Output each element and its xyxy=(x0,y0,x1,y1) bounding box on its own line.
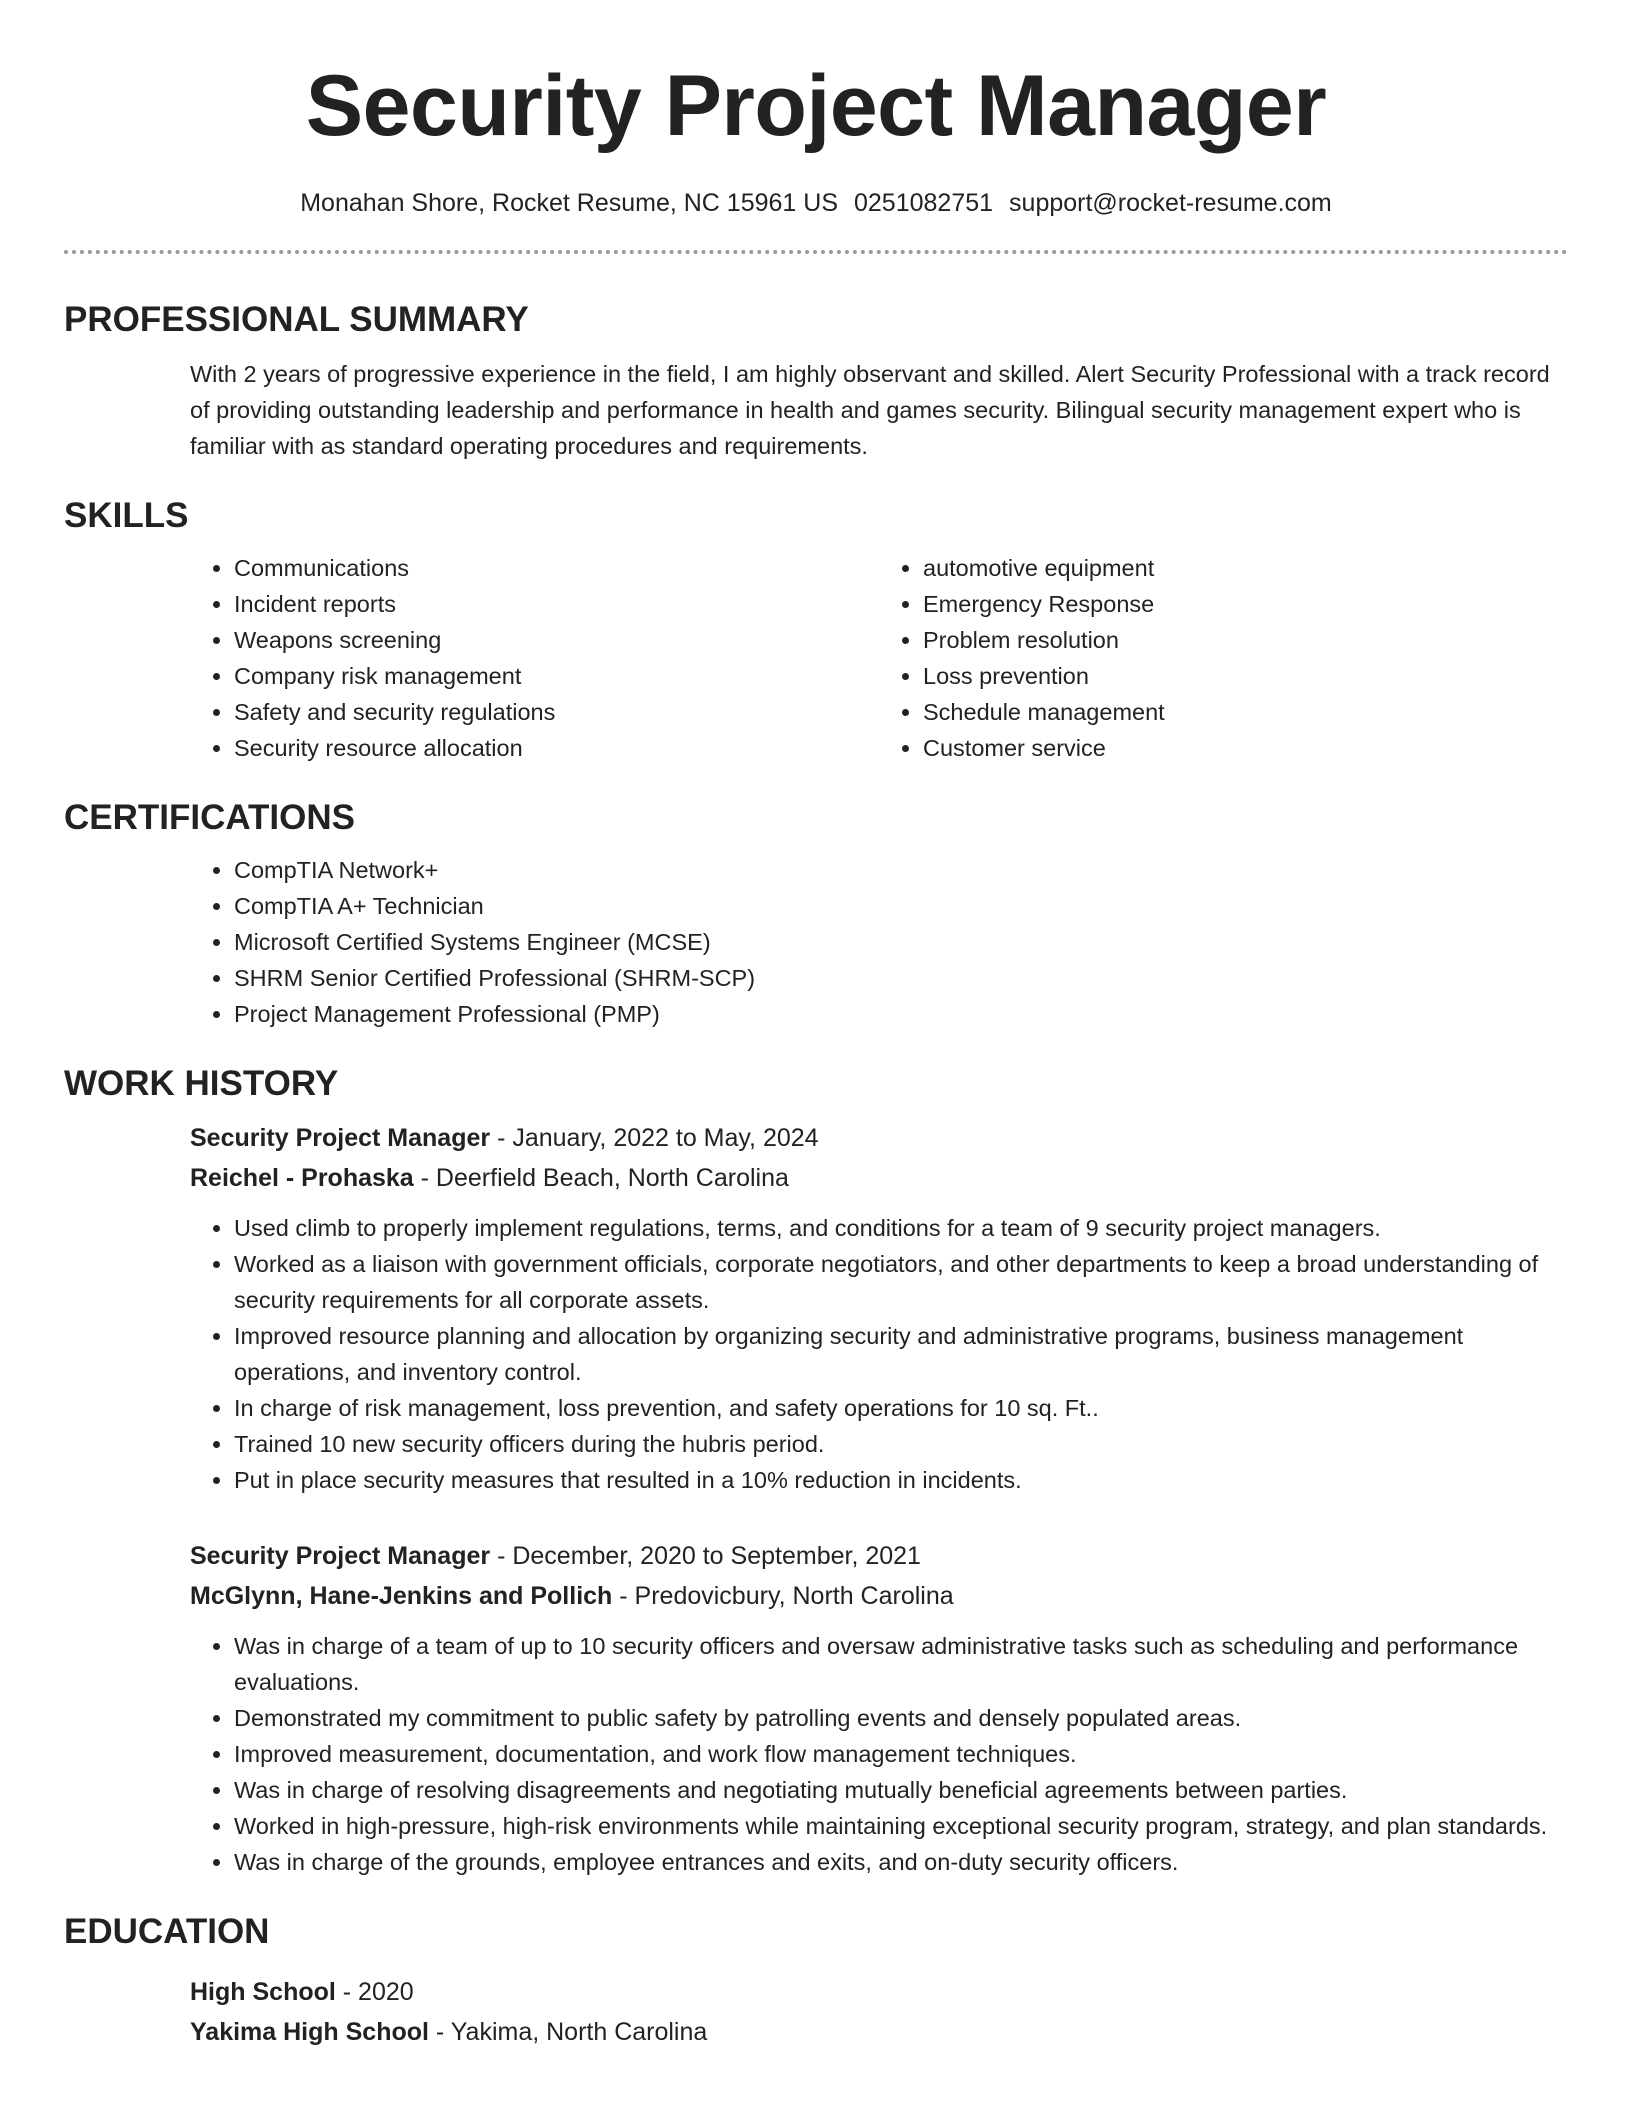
job-title: Security Project Manager xyxy=(190,1542,491,1570)
job-bullets xyxy=(190,1628,1568,1880)
skill-item: • Emergency Response xyxy=(923,586,1568,622)
skill-item: • Communications xyxy=(234,550,879,586)
candidate-name: Security Project Manager xyxy=(305,58,1327,154)
job-bullet: • Was in charge of a team of up to 10 security officers and oversaw administrative tasks such as scheduling and performance evaluations. xyxy=(234,1628,1568,1700)
skill-item: • Loss prevention xyxy=(923,658,1568,694)
education-entry xyxy=(190,1972,1568,2052)
job-bullet: • Worked in high-pressure, high-risk environments while maintaining exceptional security program, strategy, and plan standards. xyxy=(234,1808,1568,1844)
job-entry xyxy=(190,1118,1568,1498)
job-company: McGlynn, Hane-Jenkins and Pollich xyxy=(190,1582,613,1610)
education-heading: EDUCATION xyxy=(64,1912,270,1951)
education-school: Yakima High School xyxy=(190,2018,429,2046)
job-dates: - January, 2022 to May, 2024 xyxy=(490,1124,819,1152)
education-year: - 2020 xyxy=(335,1978,414,2006)
job-spacer xyxy=(64,1498,1568,1536)
job-bullet: • Put in place security measures that resulted in a 10% reduction in incidents. xyxy=(234,1462,1568,1498)
skill-item: • automotive equipment xyxy=(923,550,1568,586)
certification-item: • Microsoft Certified Systems Engineer (MCSE) xyxy=(234,924,1568,960)
skill-item: • Customer service xyxy=(923,730,1568,766)
work-history-heading: WORK HISTORY xyxy=(64,1064,339,1103)
summary-heading: PROFESSIONAL SUMMARY xyxy=(64,300,529,339)
skill-item: • Weapons screening xyxy=(234,622,879,658)
skill-item: • Incident reports xyxy=(234,586,879,622)
certifications-heading: CERTIFICATIONS xyxy=(64,798,356,837)
job-location: - Predovicbury, North Carolina xyxy=(612,1582,954,1610)
certification-item: • CompTIA A+ Technician xyxy=(234,888,1568,924)
contact-phone: 0251082751 xyxy=(854,189,994,217)
skills-heading: SKILLS xyxy=(64,496,189,535)
job-dates: - December, 2020 to September, 2021 xyxy=(490,1542,921,1570)
skills-columns xyxy=(190,550,1568,766)
education-school-line xyxy=(190,2012,1568,2052)
education-location: - Yakima, North Carolina xyxy=(428,2018,708,2046)
skill-item: • Problem resolution xyxy=(923,622,1568,658)
job-title-line xyxy=(190,1536,1568,1576)
certification-item: • Project Management Professional (PMP) xyxy=(234,996,1568,1032)
job-bullet: • Used climb to properly implement regulations, terms, and conditions for a team of 9 security project managers. xyxy=(234,1210,1568,1246)
job-bullets xyxy=(190,1210,1568,1498)
job-company-line xyxy=(190,1158,1568,1198)
job-entry xyxy=(190,1536,1568,1880)
contact-email: support@rocket-resume.com xyxy=(1009,189,1332,217)
certifications-list xyxy=(190,852,1568,1032)
work-history-section xyxy=(64,1062,1568,1880)
education-section xyxy=(64,1910,1568,2052)
job-bullet: • Improved measurement, documentation, and work flow management techniques. xyxy=(234,1736,1568,1772)
contact-line xyxy=(64,186,1568,220)
summary-text: With 2 years of progressive experience in the field, I am highly observant and skilled. Alert Security Professional with a track record of providing outstanding leadership and performance in health and games security. Bilingual security management expert who is familiar with as standard operating procedures and requirements. xyxy=(190,361,1550,459)
header-divider xyxy=(64,250,1568,254)
job-location: - Deerfield Beach, North Carolina xyxy=(413,1164,789,1192)
certification-item: • SHRM Senior Certified Professional (SHRM-SCP) xyxy=(234,960,1568,996)
contact-address: Monahan Shore, Rocket Resume, NC 15961 US xyxy=(300,189,838,217)
certification-item: • CompTIA Network+ xyxy=(234,852,1568,888)
skill-item: • Security resource allocation xyxy=(234,730,879,766)
job-bullet: • Worked as a liaison with government officials, corporate negotiators, and other departments to keep a broad understanding of security requirements for all corporate assets. xyxy=(234,1246,1568,1318)
job-bullet: • Demonstrated my commitment to public safety by patrolling events and densely populated areas. xyxy=(234,1700,1568,1736)
job-company-line xyxy=(190,1576,1568,1616)
job-bullet: • Was in charge of the grounds, employee entrances and exits, and on-duty security officers. xyxy=(234,1844,1568,1880)
job-title: Security Project Manager xyxy=(190,1124,491,1152)
summary-section xyxy=(64,298,1568,464)
job-title-line xyxy=(190,1118,1568,1158)
skill-item: • Company risk management xyxy=(234,658,879,694)
skills-list-right xyxy=(879,550,1568,766)
skill-item: • Schedule management xyxy=(923,694,1568,730)
education-degree-line xyxy=(190,1972,1568,2012)
job-bullet: • In charge of risk management, loss prevention, and safety operations for 10 sq. Ft.. xyxy=(234,1390,1568,1426)
certifications-section xyxy=(64,796,1568,1032)
skill-item: • Safety and security regulations xyxy=(234,694,879,730)
skills-section xyxy=(64,494,1568,766)
job-bullet: • Trained 10 new security officers during the hubris period. xyxy=(234,1426,1568,1462)
job-bullet: • Improved resource planning and allocation by organizing security and administrative programs, business management operations, and inventory control. xyxy=(234,1318,1568,1390)
job-company: Reichel - Prohaska xyxy=(190,1164,414,1192)
job-bullet: • Was in charge of resolving disagreements and negotiating mutually beneficial agreements between parties. xyxy=(234,1772,1568,1808)
skills-list-left xyxy=(190,550,879,766)
education-degree: High School xyxy=(190,1978,336,2006)
